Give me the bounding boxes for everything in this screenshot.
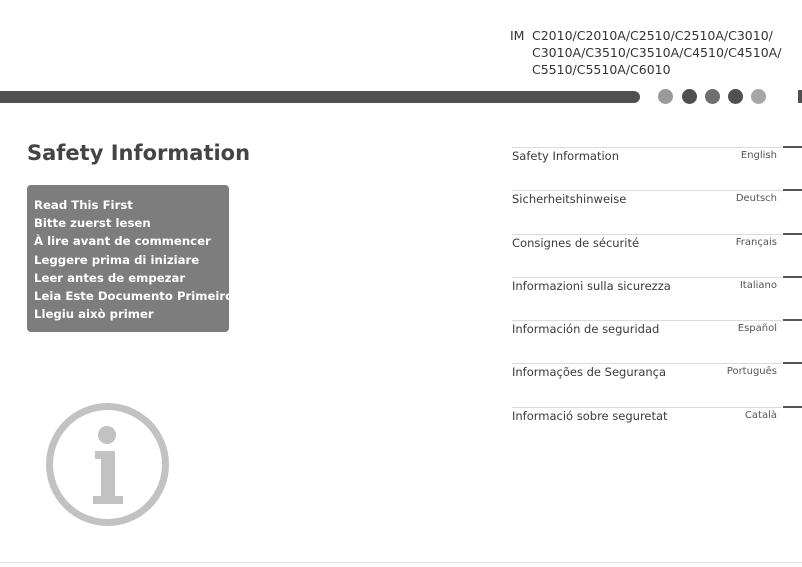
info-icon <box>45 402 170 527</box>
language-label: English <box>740 150 777 161</box>
read-first-line: Leer antes de empezar <box>34 270 186 285</box>
language-row[interactable] <box>512 227 802 270</box>
read-first-box <box>27 185 234 332</box>
section-name: Informações de Segurança <box>512 365 667 379</box>
language-label: Català <box>744 410 777 421</box>
row-tab <box>783 362 802 364</box>
section-name: Safety Information <box>512 149 620 163</box>
section-name: Consignes de sécurité <box>512 236 640 250</box>
row-rule <box>512 320 782 321</box>
language-label: Español <box>737 323 777 334</box>
language-label: Français <box>735 237 777 248</box>
row-rule <box>512 277 782 278</box>
section-name: Informació sobre seguretat <box>512 409 668 423</box>
header-dot <box>751 89 766 104</box>
row-rule <box>512 407 782 408</box>
row-tab <box>783 146 802 148</box>
language-row[interactable] <box>512 356 802 399</box>
header-dot <box>728 89 743 104</box>
row-tab <box>783 233 802 235</box>
row-rule <box>512 234 782 235</box>
row-rule <box>512 190 782 191</box>
model-line: C2010/C2010A/C2510/C2510A/C3010/ <box>532 28 773 43</box>
model-line: C5510/C5510A/C6010 <box>532 62 671 77</box>
language-row[interactable] <box>512 140 802 183</box>
read-first-line: Llegiu això primer <box>34 307 154 322</box>
section-name: Sicherheitshinweise <box>512 192 627 206</box>
read-first-line: Read This First <box>34 198 133 212</box>
language-row[interactable] <box>512 400 802 443</box>
language-row[interactable] <box>512 183 802 226</box>
language-label: Deutsch <box>735 193 777 204</box>
model-prefix: IM <box>510 28 525 43</box>
section-name: Informazioni sulla sicurezza <box>512 279 671 293</box>
language-row[interactable] <box>512 270 802 313</box>
header-band <box>0 91 640 103</box>
read-first-line: Leggere prima di iniziare <box>34 252 200 267</box>
header-dot <box>705 89 720 104</box>
read-first-line: Leia Este Documento Primeiro <box>34 289 234 304</box>
page-bottom-rule <box>0 562 802 563</box>
row-tab <box>783 319 802 321</box>
page-title: Safety Information <box>27 141 251 165</box>
section-name: Información de seguridad <box>512 322 660 336</box>
language-label: Português <box>726 366 777 377</box>
row-tab <box>783 406 802 408</box>
row-rule <box>512 363 782 364</box>
header-dot <box>658 89 673 104</box>
read-first-line: Bitte zuerst lesen <box>34 216 151 231</box>
model-line: C3010A/C3510/C3510A/C4510/C4510A/ <box>532 45 782 60</box>
edge-mark <box>798 90 802 103</box>
row-rule <box>512 147 782 148</box>
language-label: Italiano <box>739 280 777 291</box>
row-tab <box>783 276 802 278</box>
row-tab <box>783 189 802 191</box>
header-dot <box>682 89 697 104</box>
language-row[interactable] <box>512 313 802 356</box>
read-first-line: À lire avant de commencer <box>34 234 211 249</box>
